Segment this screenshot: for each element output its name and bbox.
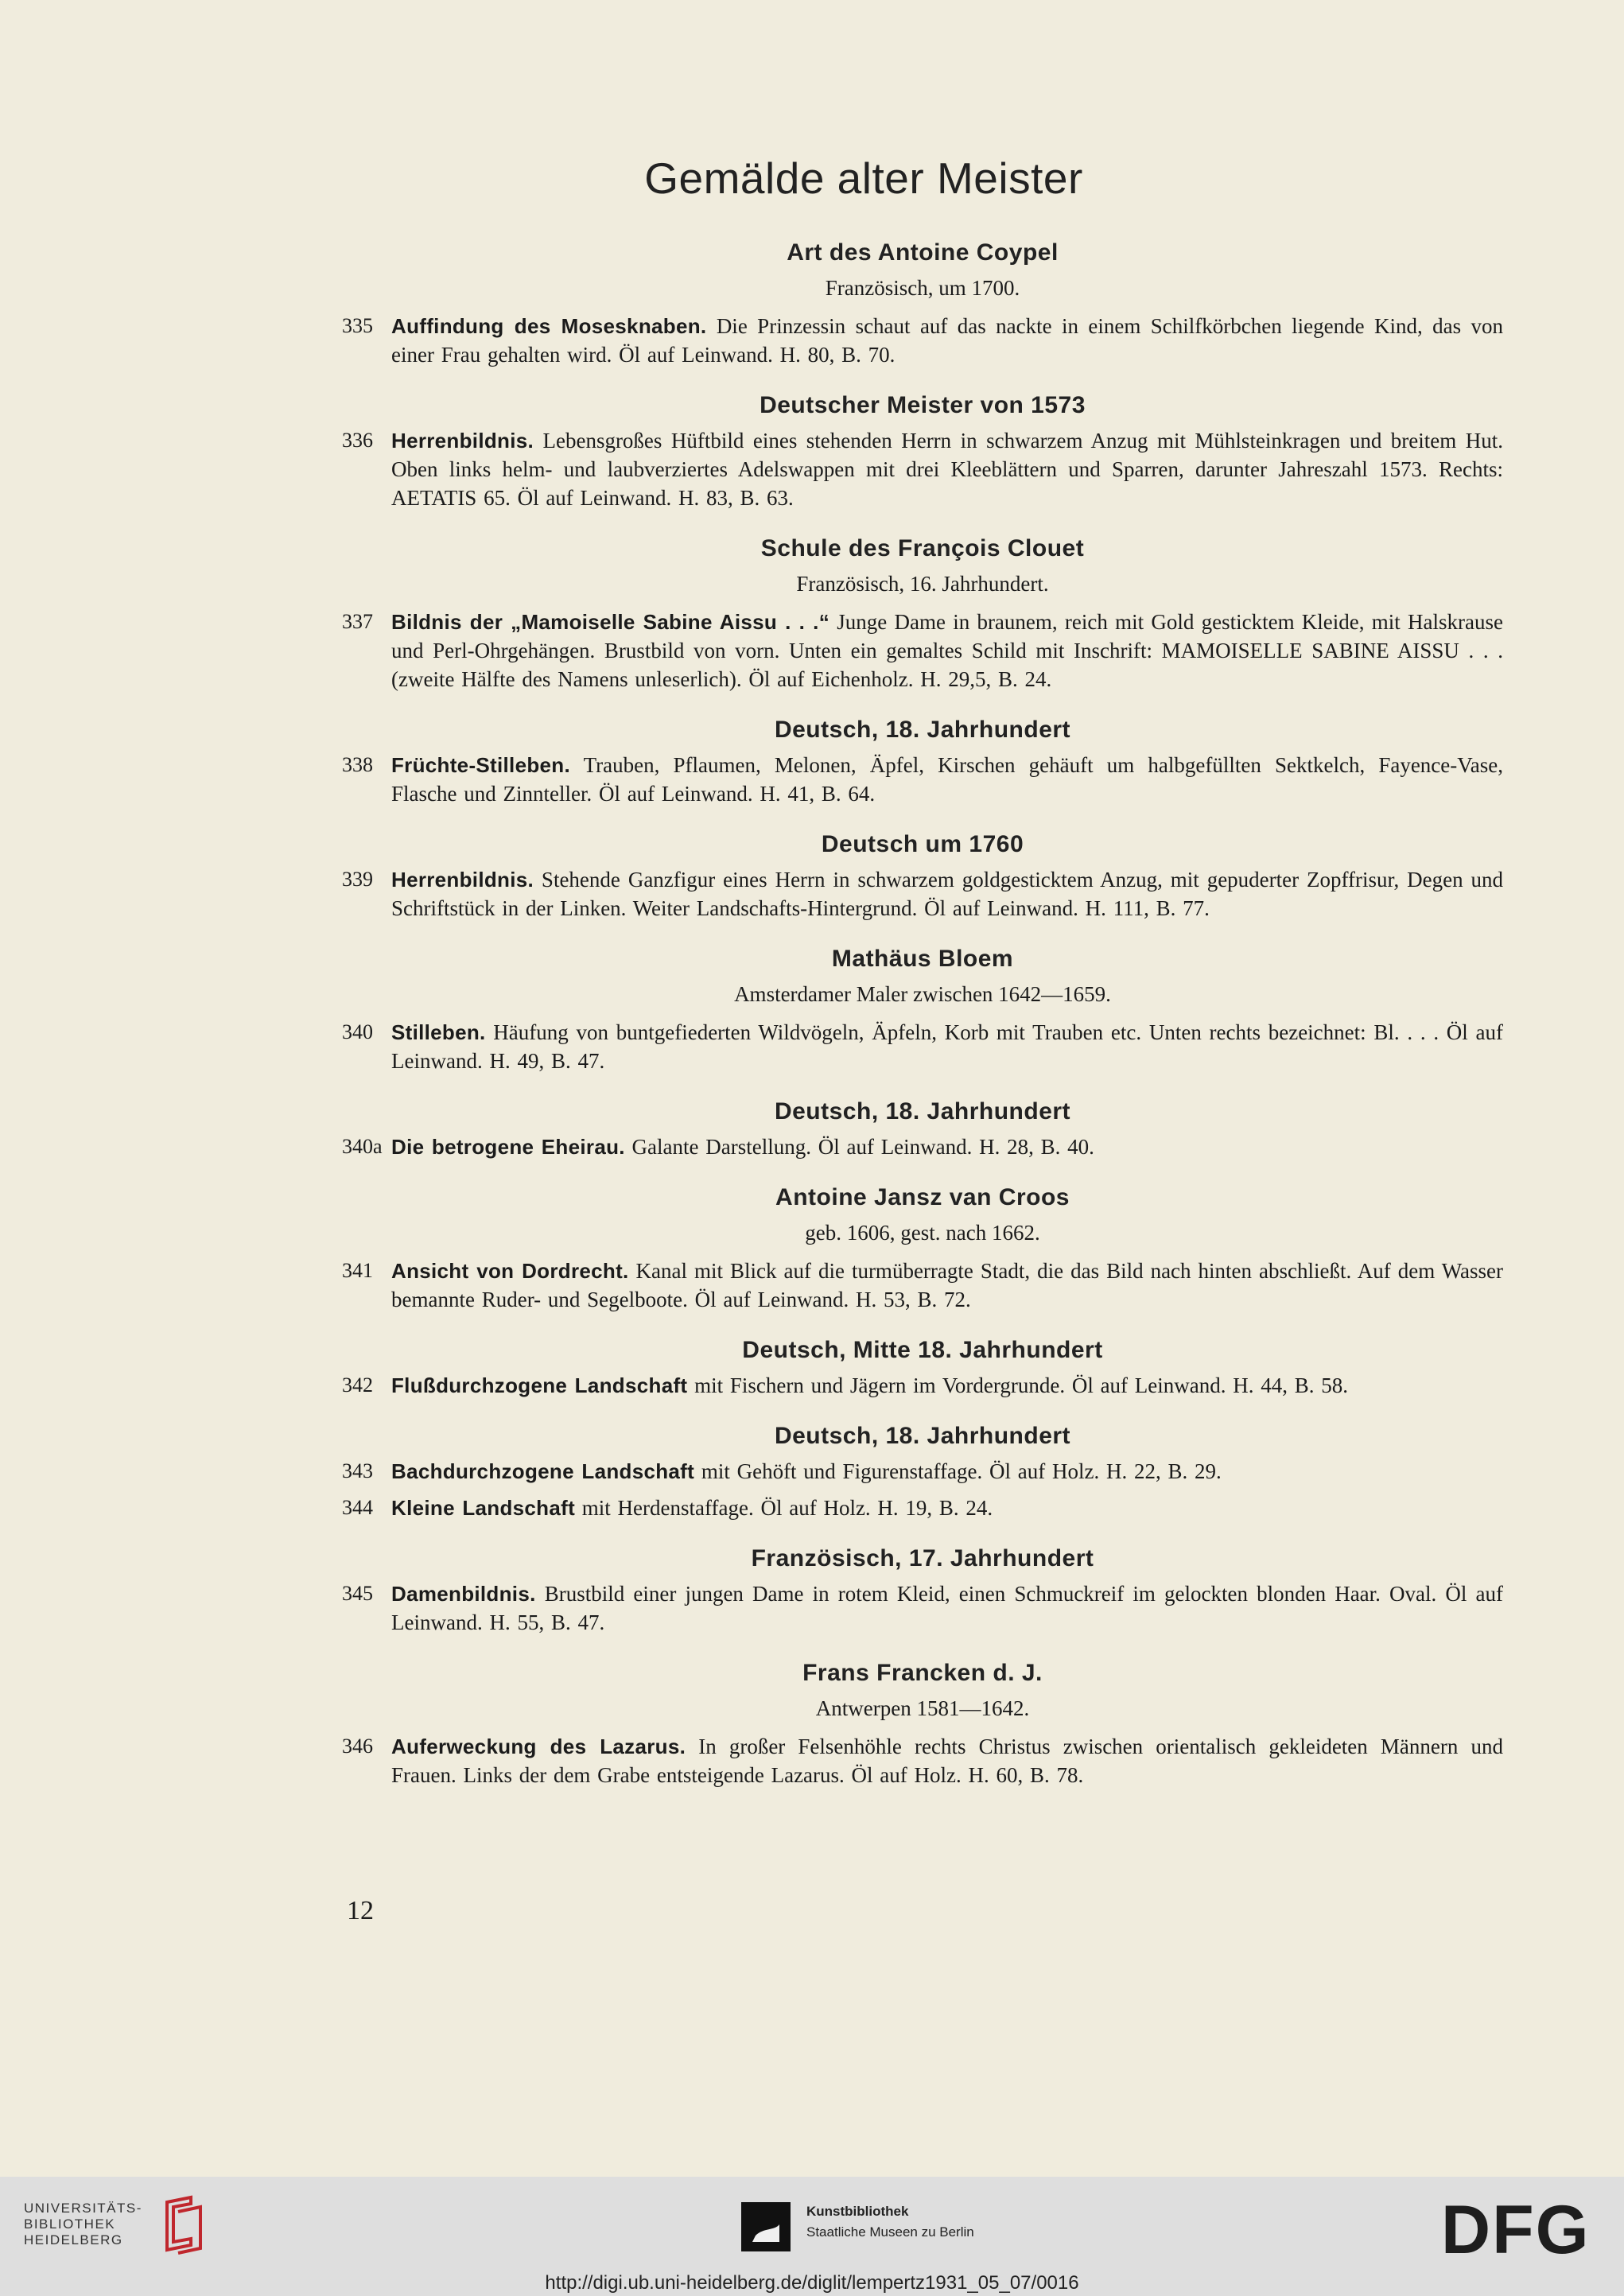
artist-origin: Französisch, 16. Jahrhundert.	[796, 572, 1049, 596]
entry-title: Herrenbildnis.	[391, 868, 534, 892]
artist-heading: Schule des François Clouet	[760, 535, 1085, 561]
page-url[interactable]: http://digi.ub.uni-heidelberg.de/diglit/lempertz1931_05_07/0016	[545, 2272, 1079, 2294]
artist-origin: Antwerpen 1581—1642.	[815, 1696, 1030, 1720]
catalog-entry	[342, 1579, 1503, 1637]
catalog-section	[342, 713, 1503, 808]
artist-heading: Deutsch, 18. Jahrhundert	[774, 1098, 1071, 1125]
lot-number: 342	[342, 1373, 373, 1397]
catalog-section	[342, 1541, 1503, 1637]
entry-description: mit Herdenstaffage. Öl auf Holz. H. 19, B. 24.	[575, 1496, 993, 1520]
artist-heading: Frans Francken d. J.	[802, 1660, 1043, 1686]
entry-title: Bildnis der „Mamoiselle Sabine Aissu . . .“	[391, 610, 829, 634]
lot-number: 346	[342, 1735, 373, 1758]
artist-heading: Deutsch, Mitte 18. Jahrhundert	[742, 1337, 1103, 1363]
catalog-entry	[342, 1732, 1503, 1789]
catalog-section	[342, 1419, 1503, 1522]
dfg-logo[interactable]: DFG	[1441, 2192, 1591, 2268]
catalog-entry	[342, 751, 1503, 808]
catalog-section	[342, 1333, 1503, 1400]
catalog-entry	[342, 865, 1503, 923]
catalog-entry	[342, 426, 1503, 512]
entry-title: Flußdurchzogene Landschaft	[391, 1373, 688, 1397]
entry-title: Ansicht von Dordrecht.	[391, 1259, 629, 1283]
page-number: 12	[347, 1896, 374, 1925]
catalog-section	[342, 1094, 1503, 1161]
entry-title: Kleine Landschaft	[391, 1496, 576, 1520]
entry-title: Die betrogene Eheirau.	[391, 1135, 625, 1159]
catalog-entry	[342, 1371, 1503, 1400]
artist-heading: Französisch, 17. Jahrhundert	[751, 1545, 1094, 1571]
catalog-section	[342, 942, 1503, 1075]
page-title: Gemälde alter Meister	[644, 153, 1083, 203]
entry-title: Stilleben.	[391, 1020, 486, 1044]
entry-title: Herrenbildnis.	[391, 429, 534, 453]
catalog-entry	[342, 1457, 1503, 1486]
entry-description: mit Gehöft und Figurenstaffage. Öl auf Holz. H. 22, B. 29.	[694, 1459, 1222, 1483]
catalog-entry	[342, 1257, 1503, 1314]
catalog-entry	[342, 1132, 1503, 1161]
artist-origin: geb. 1606, gest. nach 1662.	[805, 1221, 1040, 1245]
entry-description: Lebensgroßes Hüftbild eines stehenden Herrn in schwarzem Anzug mit Mühlsteinkragen und breitem Hut. Oben links helm- und laubverziertes Adelswappen mit drei Kleeblättern und Sparren, darunter Jahreszahl 1573. Rechts: AETATIS 65. Öl auf Leinwand. H. 83, B. 63.	[391, 429, 1503, 510]
entry-description: Die Prinzessin schaut auf das nackte in einem Schilfkörbchen liegende Kind, das von einer Frau gehalten wird. Öl auf Leinwand. H. 80, B. 70.	[391, 314, 1503, 367]
entry-description: Junge Dame in braunem, reich mit Gold gesticktem Kleide, mit Halskrause und Perl-Ohrgehängen. Brustbild von vorn. Unten ein gemaltes Schild mit Inschrift: MAMOISELLE SABINE AISSU . . . (zweite Hälfte des Namens unleserlich). Öl auf Eichenholz. H. 29,5, B. 24.	[391, 610, 1503, 691]
entry-description: mit Fischern und Jägern im Vordergrunde. Öl auf Leinwand. H. 44, B. 58.	[687, 1373, 1349, 1397]
lot-number: 336	[342, 429, 373, 452]
entry-description: Brustbild einer jungen Dame in rotem Kleid, einen Schmuckreif im gelockten blonden Haar. Oval. Öl auf Leinwand. H. 55, B. 47.	[391, 1582, 1503, 1634]
lot-number: 339	[342, 868, 373, 891]
lot-number: 344	[342, 1496, 373, 1519]
artist-heading: Deutsch um 1760	[821, 831, 1024, 857]
ub-emblem-icon	[143, 2194, 215, 2258]
ub-logo-text: UNIVERSITÄTS- BIBLIOTHEK HEIDELBERG	[24, 2201, 142, 2247]
entry-title: Bachdurchzogene Landschaft	[391, 1459, 695, 1483]
lot-number: 345	[342, 1582, 373, 1605]
artist-heading: Mathäus Bloem	[831, 946, 1014, 972]
entry-description: In großer Felsenhöhle rechts Christus zwischen orientalisch gekleideten Männern und Frauen. Links der dem Grabe entsteigende Lazarus. Öl auf Holz. H. 60, B. 78.	[391, 1735, 1503, 1787]
lot-number: 340	[342, 1020, 373, 1043]
catalog-section	[342, 388, 1503, 512]
artist-heading: Deutscher Meister von 1573	[760, 392, 1086, 418]
artist-heading: Antoine Jansz van Croos	[775, 1184, 1070, 1210]
catalog-entry	[342, 608, 1503, 693]
artist-heading: Art des Antoine Coypel	[787, 239, 1059, 266]
entry-description: Stehende Ganzfigur eines Herrn in schwarzem goldgesticktem Anzug, mit gepuderter Zopffrisur, Degen und Schriftstück in der Linken. Weiter Landschafts-Hintergrund. Öl auf Leinwand. H. 111, B. 77.	[391, 868, 1503, 920]
catalog-section	[342, 531, 1503, 693]
lot-number: 340a	[342, 1135, 383, 1158]
kunstbibliothek-subtitle: Staatliche Museen zu Berlin	[806, 2224, 974, 2240]
kunstbibliothek-logo[interactable]	[740, 2201, 1058, 2256]
kunstbibliothek-emblem-icon	[740, 2201, 792, 2253]
lot-number: 337	[342, 610, 373, 633]
catalog-section	[342, 1656, 1503, 1789]
catalog-entry	[342, 1494, 1503, 1522]
catalog-section	[342, 1180, 1503, 1314]
kunstbibliothek-name: Kunstbibliothek	[806, 2204, 909, 2219]
artist-heading: Deutsch, 18. Jahrhundert	[774, 717, 1071, 743]
footer-bar	[0, 2177, 1624, 2296]
artist-heading: Deutsch, 18. Jahrhundert	[774, 1423, 1071, 1449]
catalog-entry	[342, 312, 1503, 369]
entry-title: Auffindung des Mosesknaben.	[391, 314, 707, 338]
entry-description: Trauben, Pflaumen, Melonen, Äpfel, Kirschen gehäuft um halbgefüllten Sektkelch, Fayence-Vase, Flasche und Zinnteller. Öl auf Leinwand. H. 41, B. 64.	[391, 753, 1503, 806]
lot-number: 338	[342, 753, 373, 776]
entry-description: Häufung von buntgefiederten Wildvögeln, Äpfeln, Korb mit Trauben etc. Unten rechts bezeichnet: Bl. . . . Öl auf Leinwand. H. 49, B. 47.	[391, 1020, 1503, 1073]
catalog-entry	[342, 1018, 1503, 1075]
catalog-section	[342, 827, 1503, 923]
lot-number: 335	[342, 314, 373, 337]
ub-heidelberg-logo[interactable]	[24, 2194, 207, 2258]
entry-title: Früchte-Stilleben.	[391, 753, 570, 777]
artist-origin: Amsterdamer Maler zwischen 1642—1659.	[734, 982, 1111, 1006]
lot-number: 343	[342, 1459, 373, 1482]
catalog-section	[342, 235, 1503, 369]
entry-title: Auferweckung des Lazarus.	[391, 1735, 686, 1758]
lot-number: 341	[342, 1259, 373, 1282]
catalog-content	[342, 235, 1503, 1797]
entry-description: Kanal mit Blick auf die turmüberragte Stadt, die das Bild nach hinten abschließt. Auf dem Wasser bemannte Ruder- und Segelboote. Öl auf Leinwand. H. 53, B. 72.	[391, 1259, 1503, 1311]
artist-origin: Französisch, um 1700.	[825, 276, 1020, 300]
entry-description: Galante Darstellung. Öl auf Leinwand. H. 28, B. 40.	[624, 1135, 1094, 1159]
entry-title: Damenbildnis.	[391, 1582, 536, 1606]
